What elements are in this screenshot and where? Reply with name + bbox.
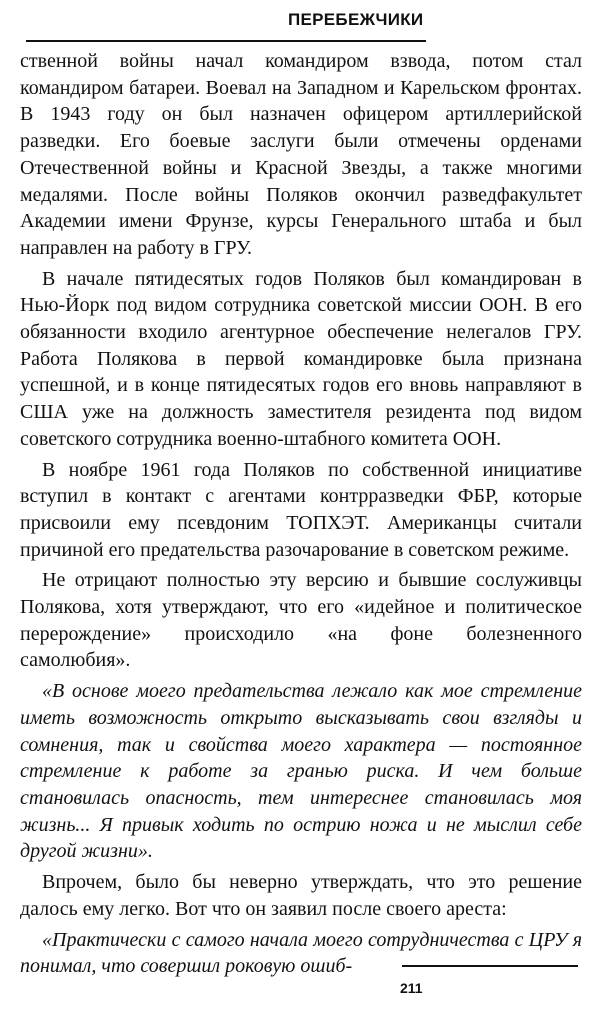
quote-paragraph: «Практически с самого начала моего сотрудничества с ЦРУ я понимал, что совершил роковую ошиб-: [20, 928, 582, 978]
paragraph: В начале пятидесятых годов Поляков был командирован в Нью-Йорк под видом сотрудника советской миссии ООН. В его обязанности входило агентурное обеспечение нелегалов ГРУ. Работа Полякова в первой командировке была признана успешной, и в конце пятидесятых годов его вновь направляют в США уже на должность заместителя резидента под видом советского сотрудника военно-штабного комитета ООН.: [20, 267, 582, 450]
body-text: [20, 48, 582, 984]
paragraph: Не отрицают полностью эту версию и бывшие сослуживцы Полякова, хотя утверждают, что его «идейное и политическое перерождение» происходило «на фоне болезненного самолюбия».: [20, 569, 582, 672]
book-page: [20, 0, 582, 1011]
paragraph: Впрочем, было бы неверно утверждать, что это решение далось ему легко. Вот что он заявил после своего ареста:: [20, 871, 582, 920]
quote-paragraph: «В основе моего предательства лежало как мое стремление иметь возможность открыто высказывать свои взгляды и сомнения, так и свойства моего характера — постоянное стремление к работе за гранью риска. И чем больше становилась опасность, тем интереснее становилась моя жизнь... Я привык ходить по острию ножа и не мыслил себе другой жизни».: [20, 680, 582, 863]
running-head: ПЕРЕБЕЖЧИКИ: [288, 10, 424, 29]
footer-rule: [402, 965, 578, 967]
page-number: 211: [400, 980, 423, 996]
paragraph: В ноябре 1961 года Поляков по собственной инициативе вступил в контакт с агентами контрразведки ФБР, которые присвоили ему псевдоним ТОПХЭТ. Американцы считали причиной его предательства разочарование в советском режиме.: [20, 458, 582, 561]
paragraph: ственной войны начал командиром взвода, потом стал командиром батареи. Воевал на Западном и Карельском фронтах. В 1943 году он был назначен офицером артиллерийской разведки. Его боевые заслуги были отмечены орденами Отечественной войны и Красной Звезды, а также многими медалями. После войны Поляков окончил разведфакультет Академии имени Фрунзе, курсы Генерального штаба и был направлен на работу в ГРУ.: [20, 50, 582, 259]
header-rule: [26, 40, 426, 42]
